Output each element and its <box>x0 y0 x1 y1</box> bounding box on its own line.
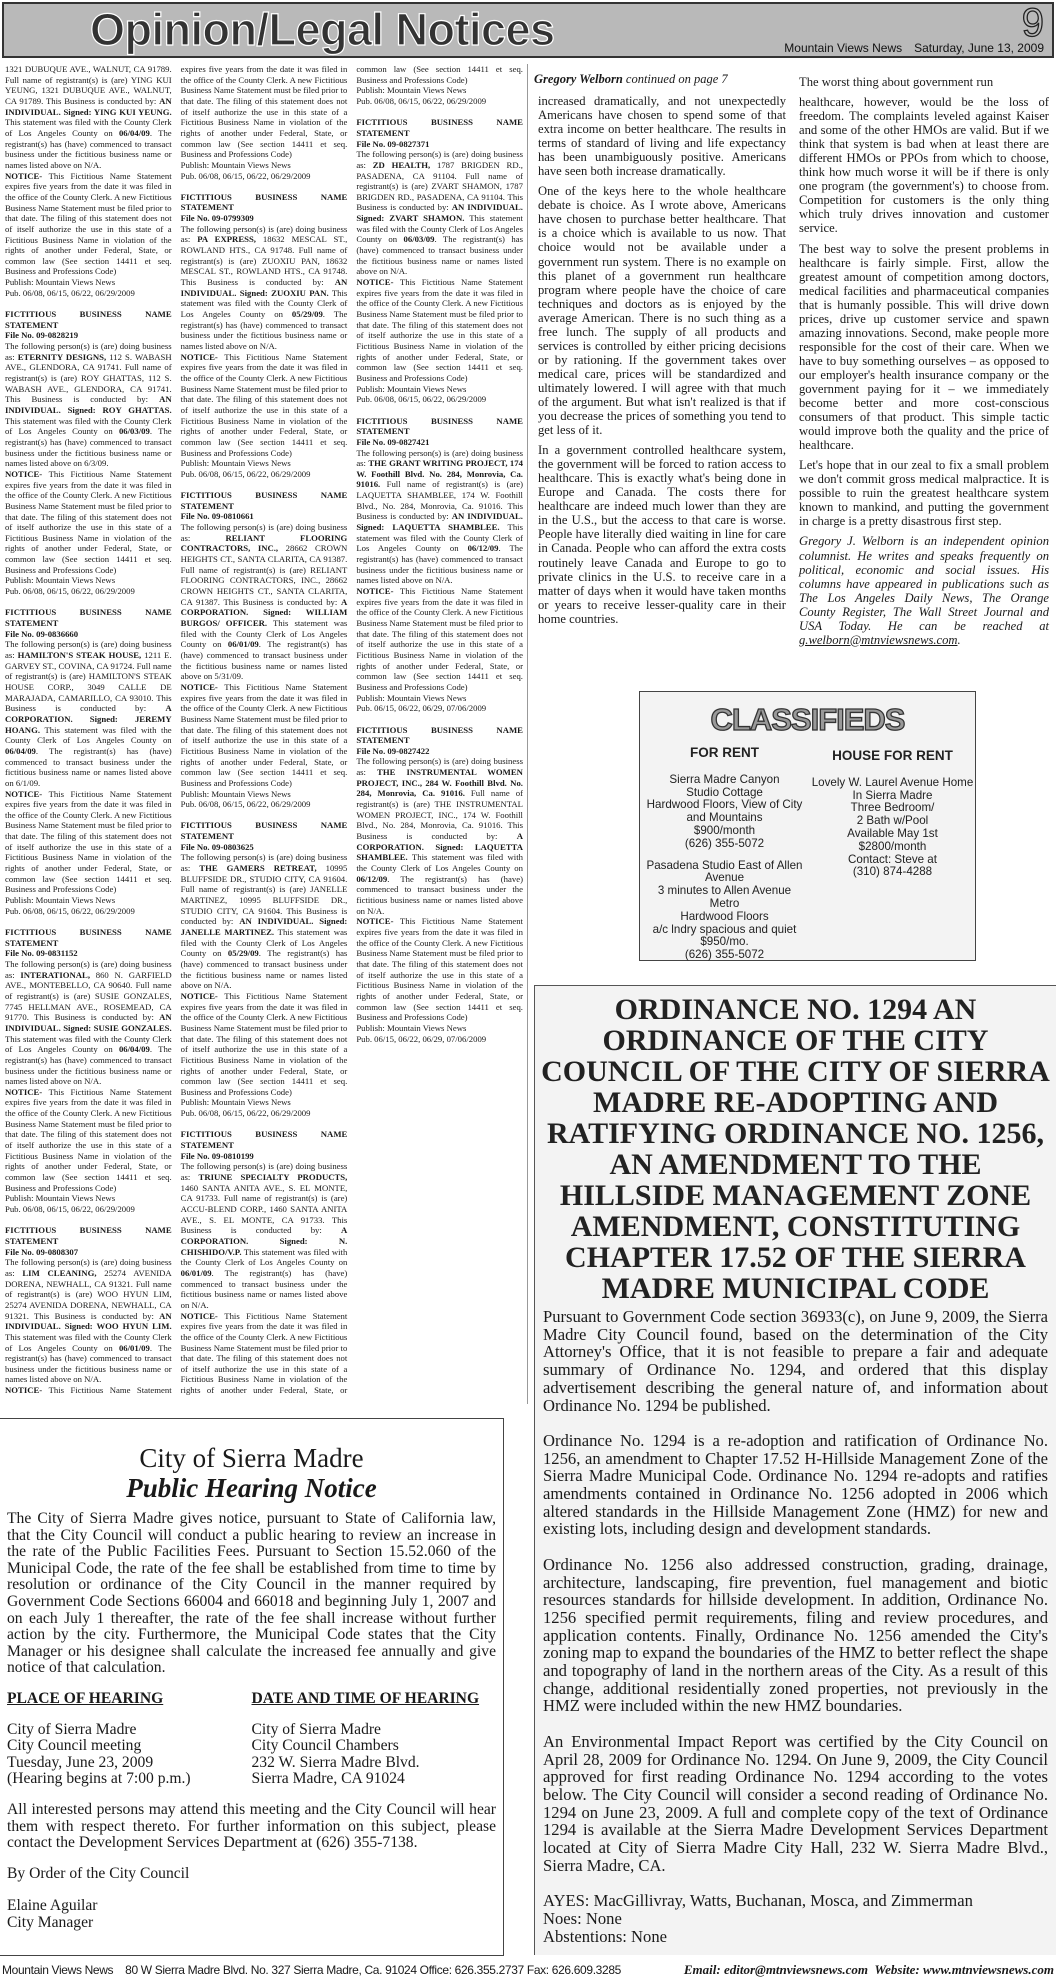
paper-name: Mountain Views News <box>784 41 903 55</box>
registrant: Full name of registrant(s) is (are) SUSIE GONZALES, 7745 HELLMAN AVE., ROSEMEAD, CA 91770. This Business is conducted by: <box>5 980 172 1023</box>
filed-label: This statement was filed with the County Clerk of Los Angeles County on <box>180 926 348 959</box>
notice-label: NOTICE- <box>5 1385 49 1396</box>
author-email-link[interactable]: g.welborn@mtnviewsnews.com <box>799 632 958 647</box>
notice-label: NOTICE- <box>180 1310 225 1321</box>
legal-notice <box>356 725 523 1045</box>
file-number: File No. 09-0808307 <box>5 1246 79 1257</box>
date-line: 232 W. Sierra Madre Blvd. <box>251 1753 420 1771</box>
business-address: 112 S. WABASH AVE., GLENDORA, CA 91741. <box>5 351 172 373</box>
ordinance-title: ORDINANCE NO. 1294 AN ORDINANCE OF THE CITY COUNCIL OF THE CITY OF SIERRA MADRE RE-ADOPTING AND RATIFYING ORDINANCE NO. 1256, AN AMENDMENT TO THE HILLSIDE MANAGEMENT ZONE AMENDMENT, CONSTITUTING CHAPTER 17.52 OF THE SIERRA MADRE MUNICIPAL CODE <box>541 993 1050 1305</box>
pub-dates: Pub. 06/08, 06/15, 06/22, 06/29/2009 <box>356 394 487 405</box>
page-number: 9 <box>1021 1 1044 45</box>
footer-address: 80 W Sierra Madre Blvd. No. 327 Sierra Madre, Ca. 91024 Office: 626.355.2737 Fax: 626.609.3285 <box>125 1963 621 1977</box>
registrant: Full name of registrant(s) is (are) LAQUETTA SHAMBLEE, 174 W. Foothill Blvd., No. 284, Monrovia, Ca. 91016. This Business is conducted by: <box>356 479 523 522</box>
filed-label: This statement was filed with the County Clerk of Los Angeles County on <box>356 213 523 245</box>
file-number: File No. 09-0827422 <box>356 745 430 756</box>
ad-line: (626) 355-5072 <box>684 836 765 850</box>
signed-by: AN INDIVIDUAL. Signed: YING KUI YEUNG. <box>5 95 172 117</box>
date-line: City of Sierra Madre <box>251 1720 381 1738</box>
notice-text: This Fictitious Name Statement expires five years from the date it was filed in the office of the County Clerk. A new Fictitious Business Name Statement must be filed prior to that date. The filing of this statement does not of itself authorize the use in this state of a Fictitious Business Name in violation of the rights of another under Federal, State, or common law (See section 14411 et seq. Business and Professions Code) <box>180 64 523 1396</box>
date-time-of-hearing <box>252 1691 497 1788</box>
ad-line: Avenue <box>704 871 745 885</box>
business-name: ZD HEALTH, <box>372 159 431 170</box>
opinion-paragraph: The worst thing about government run <box>799 75 994 89</box>
pub-dates: Pub. 06/08, 06/15, 06/22, 06/29/2009 <box>5 905 135 916</box>
notice-text: This Fictitious Name Statement expires five years from the date it was filed in the office of the County Clerk. A new Fictitious Business Name Statement must be filed prior to that date. The filing of this statement does not of itself authorize the use in this state of a Fictitious Business Name in violation of the rights of another under Federal, State, or common law (See section 14411 et seq. Business and Professions Code) <box>5 1086 172 1193</box>
filed-date: 06/01/09 <box>118 1342 150 1353</box>
classified-ad <box>642 860 807 962</box>
notice-label: NOTICE- <box>180 681 225 692</box>
ad-line: Three Bedroom/ <box>850 801 935 815</box>
signed-by: AN INDIVIDUAL. Signed: LAQUETTA SHAMBLEE. <box>356 511 523 533</box>
place-of-hearing <box>7 1691 252 1788</box>
publish-line: Publish: Mountain Views News <box>356 692 467 703</box>
file-number: File No. 09-0827421 <box>356 436 430 447</box>
notice-heading: FICTITIOUS BUSINESS NAME STATEMENT <box>180 1129 348 1151</box>
vote-ayes: AYES: MacGillivray, Watts, Buchanan, Mosca, and Zimmerman <box>543 1891 973 1911</box>
registrant: Full name of registrant(s) is (are) THE INSTRUMENTAL WOMEN PROJECT, INC., 174 W. Foothill Blvd., No. 284, Monrovia, Ca. 91016. This Business is conducted by: <box>356 788 523 842</box>
filed-label: This statement was filed with the County Clerk of Los Angeles County on <box>5 1331 172 1353</box>
publish-line: Publish: Mountain Views News <box>5 277 116 288</box>
for-rent-heading: FOR RENT <box>690 745 759 760</box>
business-name: RELIANT FLOORING CONTRACTORS, INC., <box>180 532 348 554</box>
legal-notice <box>181 490 348 810</box>
business-address: 28662 CROWN HEIGHTS CT., SANTA CLARITA, CA 91387. <box>180 543 348 565</box>
ad-line: Lovely W. Laurel Avenue Home <box>811 775 974 789</box>
filed-date: 06/03/09 <box>403 234 435 245</box>
legal-notice <box>5 607 172 916</box>
file-number: File No. 09-0828219 <box>5 330 79 341</box>
ad-line: Hardwood Floors, View of City <box>646 798 803 812</box>
ordinance-notice <box>534 985 1056 1955</box>
filed-label: This statement was filed with the County Clerk of Los Angeles County on <box>180 1246 348 1268</box>
for-rent-column <box>642 747 807 971</box>
legal-notice <box>5 927 172 1215</box>
hearing-city: City of Sierra Madre <box>139 1443 364 1473</box>
signer-name: Elaine Aguilar <box>7 1897 98 1915</box>
commenced: . The registrant(s) has (have) commenced to transact business under the fictitious business name or names listed above on N/A. <box>356 873 523 916</box>
business-address: 18632 MESCAL ST., ROWLAND HTS., CA 91748. <box>180 234 348 256</box>
pub-dates: Pub. 06/08, 06/15, 06/22, 06/29/2009 <box>5 1204 135 1215</box>
legal-notice <box>5 309 172 597</box>
file-number: File No. 09-0810199 <box>180 1150 254 1161</box>
registrant: Full name of registrant(s) is (are) HAMILTON'S STEAK HOUSE CORP., 3049 CALLE DE MARAJADA, CAMARILLO, CA 93010. This Business is conducted by: <box>5 660 172 714</box>
classified-ad <box>642 774 807 851</box>
commenced: . The registrant(s) has (have) commenced to transact business under the fictitious business name or names listed above on N/A. <box>180 309 348 351</box>
section-title: Opinion/Legal Notices <box>90 4 555 55</box>
footer-contact <box>684 1962 1054 1978</box>
notice-text: This Fictitious Name Statement expires five years from the date it was filed in the office of the County Clerk. A new Fictitious Business Name Statement must be filed prior to that date. The filing of this statement does not of itself authorize the use in this state of a Fictitious Business Name in violation of the rights of another under Federal, State, or common law (See section 14411 et seq. Business and Professions Code) <box>48 64 348 1396</box>
notice-text: This Fictitious Name Statement expires five years from the date it was filed in the office of the County Clerk. A new Fictitious Business Name Statement must be filed prior to that date. The filing of this statement does not of itself authorize the use in this state of a Fictitious Business Name in violation of the rights of another under Federal, State, or common law (See section 14411 et seq. Business and Professions Code) <box>356 586 523 692</box>
ad-line: 2 Bath w/Pool <box>856 814 929 828</box>
notice-label: NOTICE- <box>180 351 225 362</box>
footer-website[interactable]: Website: www.mtnviewsnews.com <box>874 1962 1054 1977</box>
signed-by: AN INDIVIDUAL. Signed: ZVART SHAMON. <box>356 202 523 224</box>
ad-line: Sierra Madre Canyon <box>669 772 780 786</box>
file-number: File No. 09-0836660 <box>5 628 79 639</box>
pub-dates: Pub. 06/15, 06/22, 06/29, 07/06/2009 <box>356 703 487 714</box>
pub-dates: Pub. 06/08, 06/15, 06/22, 06/29/2009 <box>5 586 135 597</box>
date-line: Sierra Madre, CA 91024 <box>251 1770 405 1788</box>
notice-label: NOTICE- <box>180 990 225 1001</box>
legal-notice <box>5 64 172 298</box>
notice-text: This Fictitious Name Statement expires five years from the date it was filed in the office of the County Clerk. A new Fictitious Business Name Statement must be filed prior to that date. The filing of this statement does not of itself authorize the use in this state of a Fictitious Business Name in violation of the rights of another under Federal, State, or common law (See section 14411 et seq. Business and Professions Code) <box>5 170 172 277</box>
ordinance-paragraph: An Environmental Impact Report was certified by the City Council on April 28, 2009 for Ordinance No. 1294. On June 9, 2009, the City Council approved for first reading Ordinance No. 1294 according to the votes below. The City Council will consider a second reading of Ordinance No. 1294 on June 23, 2009. A full and complete copy of the text of Ordinance 1294 is available at the Sierra Madre Development Services Department located at City of Sierra Madre City Hall, 232 W. Sierra Madre Blvd., Sierra Madre, CA. <box>543 1731 1048 1875</box>
signed-by: A CORPORATION. Signed: WILLIAM BURGOS/ OFFICER. <box>180 596 348 628</box>
notice-heading: FICTITIOUS BUSINESS NAME STATEMENT <box>5 1225 172 1246</box>
notice-heading: FICTITIOUS BUSINESS NAME STATEMENT <box>356 117 523 138</box>
ordinance-paragraph: Ordinance No. 1256 also addressed construction, grading, drainage, architecture, landscaping, fire prevention, fuel management and biotic resources standards for hillside development. In addition, Ordinance No. 1256 specified permit requirements, filing and review procedures, and application contents. Finally, Ordinance No. 1256 amended the City's zoning map to expand the boundaries of the HMZ to better reflect the shape and topography of land in the northern areas of the City. As a result of this change, additional residentially zoned properties, not previously in the HMZ were included within the new HMZ boundaries. <box>543 1554 1048 1716</box>
commenced: . The registrant(s) has (have) commenced to transact business under the fictitious business name or names listed above on N/A. <box>5 127 172 170</box>
notice-intro: The following person(s) is (are) doing business as: <box>180 223 348 245</box>
registrant: Full name of registrant(s) is (are) WOO HYUN LIM, 25274 AVENIDA DORENA, NEWHALL, CA 91321. This Business is conducted by: <box>5 1278 172 1321</box>
legal-notices <box>5 64 523 1401</box>
filed-label: This statement was filed with the County Clerk of Los Angeles County on <box>5 415 172 437</box>
filed-label: This statement was filed with the County Clerk of Los Angeles County on <box>5 724 172 746</box>
registrant: Full name of registrant(s) is (are) RELIANT FLOORING CONTRACTORS, INC., 28662 CROWN HEIGHTS CT., SANTA CLARITA, CA 91387. This Business is conducted by: <box>180 564 348 607</box>
file-number: File No. 09-0810661 <box>180 511 254 522</box>
commenced: . The registrant(s) has (have) commenced to transact business under the fictitious business name or names listed above on N/A. <box>5 1342 172 1385</box>
filed-date: 06/03/09 <box>118 426 150 437</box>
commenced: . The registrant(s) has (have) commenced to transact business under the fictitious business name or names listed above on 6/3/09. <box>5 426 172 469</box>
commenced: . The registrant(s) has (have) commenced to transact business under the fictitious business name or names listed above on N/A. <box>356 543 523 586</box>
opinion-paragraph: In a government controlled healthcare system, the government will be forced to ration access to healthcare. This is exactly what's being done in Europe and Canada. The costs there for healthcare are indeed much lower than they are in the U.S., but the access to that care is worse. People have literally died waiting in line for care in Canada. People who can afford the extra costs routinely leave Canada and Europe to go to private clinics in the U.S. to receive care in a matter of days when it would have taken months or years to receive lesser-quality care in their home countries. <box>538 443 786 626</box>
vote-abstentions: Abstentions: None <box>543 1926 667 1946</box>
commenced: . The registrant(s) has (have) commenced to transact business under the fictitious business name or names listed above on 5/31/09. <box>180 639 348 682</box>
place-line: Tuesday, June 23, 2009 <box>7 1753 154 1771</box>
registrant: Full name of registrant(s) is (are) YING KUI YEUNG, 1321 DUBUQUE AVE., WALNUT, CA 91789. This Business is conducted by: <box>5 74 172 106</box>
commenced: . The registrant(s) has (have) commenced to transact business under the fictitious business name or names listed above on N/A. <box>5 1044 172 1087</box>
business-name: PA EXPRESS, <box>197 234 256 245</box>
ad-line: $950/mo. <box>700 935 749 949</box>
ad-line: and Mountains <box>686 811 763 825</box>
filed-date: 05/29/09 <box>291 309 323 320</box>
file-number: File No. 09-0831152 <box>5 948 78 959</box>
column-divider <box>527 64 528 1404</box>
publish-line: Publish: Mountain Views News <box>356 85 467 96</box>
signed-by: AN INDIVIDUAL. Signed: JANELLE MARTINEZ. <box>180 916 348 937</box>
business-address: 1460 SANTA ANITA AVE., S. EL MONTE, CA 91733. <box>180 1182 348 1204</box>
notice-label: NOTICE- <box>5 1086 49 1097</box>
publish-line: Publish: Mountain Views News <box>356 1022 467 1033</box>
notice-heading: FICTITIOUS BUSINESS NAME STATEMENT <box>5 607 172 628</box>
business-address: 860 N. GARFIELD AVE., MONTEBELLO, CA 90640. <box>5 969 172 991</box>
classifieds-title: CLASSIFIEDS <box>710 702 905 737</box>
place-line: City of Sierra Madre <box>7 1720 137 1738</box>
ad-line: $900/month <box>693 823 756 837</box>
filed-date: 06/04/09 <box>118 1044 150 1055</box>
commenced: . The registrant(s) has (have) commenced to transact business under the fictitious business name or names listed above on 6/1/09. <box>5 745 172 788</box>
notice-text: This Fictitious Name Statement expires five years from the date it was filed in the office of the County Clerk. A new Fictitious Business Name Statement must be filed prior to that date. The filing of this statement does not of itself authorize the use in this state of a Fictitious Business Name in violation of the rights of another under Federal, State, or common law (See section 14411 et seq. Business and Professions Code) <box>356 277 523 383</box>
business-name: ETERNITY DESIGNS, <box>17 351 107 362</box>
business-name: HAMILTON'S STEAK HOUSE, <box>17 649 142 660</box>
signer-title: City Manager <box>7 1913 94 1931</box>
legal-notice <box>356 416 523 714</box>
ad-line: In Sierra Madre <box>852 788 933 802</box>
business-address: 10995 BLUFFSIDE DR., STUDIO CITY, CA 91604. <box>180 863 348 884</box>
pub-dates: Pub. 06/08, 06/15, 06/22, 06/29/2009 <box>180 1108 311 1119</box>
classified-ad <box>810 777 975 879</box>
filed-label: This statement was filed with the County Clerk of Los Angeles County on <box>356 522 523 554</box>
opinion-column-b <box>799 75 1049 653</box>
business-name: THE GAMERS RETREAT, <box>199 863 317 874</box>
notice-label: NOTICE- <box>356 586 400 597</box>
footer-email[interactable]: Email: editor@mtnviewsnews.com <box>683 1962 869 1977</box>
notice-label: NOTICE- <box>5 788 49 799</box>
pub-dates: Pub. 06/08, 06/15, 06/22, 06/29/2009 <box>356 95 487 106</box>
signed-by: A CORPORATION. Signed: N. CHISHIDO/V.P. <box>180 1225 348 1257</box>
notice-heading: FICTITIOUS BUSINESS NAME STATEMENT <box>5 309 172 330</box>
registrant: Full name of registrant(s) is (are) ZUOXIU PAN, 18632 MESCAL ST., ROWLAND HTS., CA 91748. This Business is conducted by: <box>180 245 348 288</box>
publish-line: Publish: Mountain Views News <box>5 1193 116 1204</box>
vote-noes: Noes: None <box>543 1908 622 1928</box>
notice-heading: FICTITIOUS BUSINESS NAME STATEMENT <box>180 820 348 842</box>
publish-line: Publish: Mountain Views News <box>5 895 116 906</box>
filed-label: This statement was filed with the County Clerk of Los Angeles County on <box>356 852 523 874</box>
ad-line: Contact: Steve at <box>848 852 937 866</box>
signed-by: AN INDIVIDUAL. Signed: SUSIE GONZALES. <box>5 1012 172 1033</box>
notice-text: This Fictitious Name Statement expires five years from the date it was filed in the office of the County Clerk. A new Fictitious Business Name Statement must be filed prior to that date. The filing of this statement does not of itself authorize the use in this state of a Fictitious Business Name in violation of the rights of another under Federal, State, or common law (See section 14411 et seq. Business and Professions Code) <box>180 351 348 458</box>
classifieds-box <box>639 691 976 961</box>
ordinance-paragraph: Ordinance No. 1294 is a re-adoption and ratification of Ordinance No. 1256, an amendment to Chapter 17.52 H-Hillside Management Zone of the Sierra Madre Municipal Code. Ordinance No. 1294 re-adopts and ratifies amendments contained in Ordinance No. 1256 adopted in 2006 which altered standards in the Hillside Management Zone (HMZ) for new and existing lots, including design and development standards. <box>543 1430 1048 1539</box>
filed-date: 06/01/09 <box>227 639 259 650</box>
ad-line: a/c lndry spacious and quiet <box>652 922 797 936</box>
pub-dates: Pub. 06/08, 06/15, 06/22, 06/29/2009 <box>180 468 311 479</box>
notice-label: NOTICE- <box>356 277 400 288</box>
business-address: 1321 DUBUQUE AVE., WALNUT, CA 91789. <box>5 64 172 74</box>
legal-notice <box>181 192 348 480</box>
notice-label: NOTICE- <box>5 468 49 479</box>
hearing-closing: All interested persons may attend this meeting and the City Council will hear them with respect thereto. For further information on this subject, please contact the Development Services Department at (626) 355-7138. <box>7 1800 496 1852</box>
notice-intro: The following person(s) is (are) doing business as: <box>356 447 523 469</box>
ordinance-paragraph: Pursuant to Government Code section 36933(c), on June 9, 2009, the Sierra Madre City Council found, based on the determination of the City Attorney's Office, that it is not feasible to prepare a fair and adequate summary of Ordinance No. 1294, and ordered that this display advertisement describing the general nature of, and information about Ordinance No. 1294 be published. <box>543 1307 1048 1415</box>
signed-by: AN INDIVIDUAL. Signed: ZUOXIU PAN. <box>180 277 348 298</box>
signed-by: AN INDIVIDUAL. Signed: WOO HYUN LIM. <box>5 1310 172 1332</box>
notice-intro: The following person(s) is (are) doing business as: <box>356 756 523 778</box>
date-heading: DATE AND TIME OF HEARING <box>251 1689 480 1707</box>
signed-by: AN INDIVIDUAL. Signed: ROY GHATTAS. <box>5 394 172 415</box>
notice-intro: The following person(s) is (are) doing business as: <box>180 852 348 874</box>
notice-intro: The following person(s) is (are) doing business as: <box>356 149 523 170</box>
filed-label: This statement was filed with the County Clerk of Los Angeles County on <box>5 117 172 138</box>
ad-line: (626) 355-5072 <box>684 948 765 962</box>
filed-date: 06/01/09 <box>180 1267 212 1278</box>
footer-left <box>2 1963 621 1977</box>
notice-heading: FICTITIOUS BUSINESS NAME STATEMENT <box>356 724 523 746</box>
notice-heading: FICTITIOUS BUSINESS NAME STATEMENT <box>356 415 523 437</box>
filed-label: This statement was filed with the County Clerk of Los Angeles County on <box>180 287 348 320</box>
filed-date: 05/29/09 <box>227 948 259 959</box>
page-header <box>2 2 1054 58</box>
pub-dates: Pub. 06/08, 06/15, 06/22, 06/29/2009 <box>180 170 311 181</box>
ad-line: Studio Cottage <box>686 785 763 799</box>
publish-line: Publish: Mountain Views News <box>5 575 116 586</box>
house-for-rent-heading: HOUSE FOR RENT <box>832 748 953 763</box>
pub-dates: Pub. 06/08, 06/15, 06/22, 06/29/2009 <box>180 799 311 810</box>
business-name: LIM CLEANING, <box>22 1267 97 1278</box>
filed-date: 06/04/09 <box>5 745 36 756</box>
notice-text: This Fictitious Name Statement expires five years from the date it was filed in the office of the County Clerk. A new Fictitious Business Name Statement must be filed prior to that date. The filing of this statement does not of itself authorize the use in this state of a Fictitious Business Name in violation of the rights of another under Federal, State, or common law (See section 14411 et seq. Business and Professions Code) <box>356 916 523 1023</box>
legal-notice <box>181 820 348 1118</box>
place-line: (Hearing begins at 7:00 p.m.) <box>7 1770 191 1788</box>
business-name: THE INSTRUMENTAL WOMEN PROJECT, INC., 284 W. Foothill Blvd. No. 284, Monrovia, Ca. 91016. <box>356 767 523 799</box>
filed-date: 06/04/09 <box>118 127 150 138</box>
ad-line: Available May 1st <box>847 826 938 840</box>
notice-intro: The following person(s) is (are) doing business as: <box>5 958 172 980</box>
business-name: TRIUNE SPECIALTY PRODUCTS, <box>198 1172 348 1182</box>
business-address: 25274 AVENIDA DORENA, NEWHALL, CA 91321. <box>5 1267 172 1289</box>
notice-text: This Fictitious Name Statement expires five years from the date it was filed in the office of the County Clerk. A new Fictitious Business Name Statement must be filed prior to that date. The filing of this statement does not of itself authorize the use in this state of a Fictitious Business Name in violation of the rights of another under Federal, State, or common law (See section 14411 et seq. Business and Professions Code) <box>180 990 348 1097</box>
ad-line: Pasadena Studio East of Allen <box>646 858 803 872</box>
commenced: . The registrant(s) has (have) commenced to transact business under the fictitious business name or names listed above on N/A. <box>180 1267 348 1310</box>
ad-line: $2800/month <box>858 839 927 853</box>
place-line: City Council meeting <box>7 1737 142 1755</box>
legal-notice <box>356 117 523 405</box>
notice-intro: The following person(s) is (are) doing business as: <box>5 1257 172 1278</box>
publish-line: Publish: Mountain Views News <box>180 458 291 469</box>
notice-heading: FICTITIOUS BUSINESS NAME STATEMENT <box>5 926 172 948</box>
filed-label: This statement was filed with the County Clerk of Los Angeles County on <box>5 1033 172 1055</box>
business-name: INTERATIONAL, <box>20 969 90 980</box>
bio-text: Gregory J. Welborn is an independent opinion columnist. He writes and speaks frequently on political, economic and social issues. His columns have appeared in publications such as The Los Angeles Daily News, The Orange County Register, The Wall Street Journal and USA Today. He can be reached at <box>799 534 1049 633</box>
ad-line: Hardwood Floors <box>680 909 769 923</box>
opinion-paragraph: One of the keys here to the whole healthcare debate is choice. As I wrote above, Americans have chosen to purchase better healthcare. That is a choice which is available to us now. That choice would not be available under a government run system. There is no example on this planet of a government run healthcare program where people have the choice of care techniques and doctors as is enjoyed by the average American. There is no such thing as a free lunch. The supply of all products and services is controlled by either pricing decisions or by rationing. If the government takes over medical care, prices will be standardized and ultimately lowered. I will agree with that much of the argument. But what isn't realized is that if you decrease the prices of something you tend to get less of it. <box>538 184 786 438</box>
notice-text: This Fictitious Name Statement expires five years from the date it was filed in the office of the County Clerk. A new Fictitious Business Name Statement must be filed prior to that date. The filing of this statement does not of itself authorize the use in this state of a Fictitious Business Name in violation of the rights of another under Federal, State, or common law (See section 14411 et seq. Business and Professions Code) <box>180 681 348 788</box>
notice-label: NOTICE- <box>356 916 400 927</box>
house-for-rent-column <box>810 750 975 888</box>
notice-text: This Fictitious Name Statement expires five years from the date it was filed in the office of the County Clerk. A new Fictitious Business Name Statement must be filed prior to that date. The filing of this statement does not of itself authorize the use in this state of a Fictitious Business Name in violation of the rights of another under Federal, State, or common law (See section 14411 et seq. Business and Professions Code) <box>5 468 172 575</box>
place-heading: PLACE OF HEARING <box>7 1689 164 1707</box>
header-meta <box>772 42 1044 55</box>
publish-line: Publish: Mountain Views News <box>180 1097 291 1108</box>
opinion-paragraph: healthcare, however, would be the loss of freedom. The complaints leveled against Kaiser and some of the other HMOs are valid. But if we think that system is bad when at least there are different HMOs or PPOs from which to choose, think how much worse it will be if there is only one program (the government's) to choose from. Competition for customers is the only thing which truly drives innovation and customer service. <box>799 95 1049 236</box>
commenced: . The registrant(s) has (have) commenced to transact business under the fictitious business name or names listed above on N/A. <box>180 948 348 991</box>
ad-line: 3 minutes to Allen Avenue Metro <box>657 884 792 910</box>
opinion-column-a <box>538 94 786 632</box>
bio-end: . <box>957 632 961 647</box>
business-address: 1787 BRIGDEN RD., PASADENA, CA 91104. <box>356 159 523 181</box>
notice-intro: The following person(s) is (are) doing business as: <box>180 522 348 543</box>
opinion-paragraph: Let's hope that in our zeal to fix a small problem we don't commit gross medical malpractice. It is possible to ruin the greatest healthcare system known to mankind, and putting the government in charge is a pretty disastrous first step. <box>799 458 1049 529</box>
business-address: 1211 E. GARVEY ST., COVINA, CA 91724. <box>5 649 172 671</box>
filed-date: 06/12/09 <box>467 543 499 554</box>
issue-date: Saturday, June 13, 2009 <box>914 41 1044 55</box>
hearing-body: The City of Sierra Madre gives notice, pursuant to State of California law, that the City Council will conduct a public hearing to review an increase in the rate of the Public Facilities Fees. Pursuant to Section 15.52.060 of the Municipal Code, the rate of the fee shall be established from time to time by resolution or ordinance of the City Council in the manner required by Government Code Sections 66004 and 66018 and beginning July 1, 2007 and on each July 1 thereafter, the rate of the fee shall increase without further action by the city. Furthermore, the Municipal Code states that the City Manager or his designee shall calculate the increased fee annually and give notice of that calculation. <box>7 1510 496 1677</box>
pub-dates: Pub. 06/08, 06/15, 06/22, 06/29/2009 <box>5 287 135 298</box>
notice-intro: The following person(s) is (are) doing business as: <box>5 341 172 362</box>
opinion-paragraph: increased dramatically, and not unexpectedly Americans have chosen to spend some of that extra income on better healthcare. The results in terms of standard of living and life expectancy has been unambiguously positive. Americans have seen both increase dramatically. <box>538 94 786 179</box>
notice-heading: FICTITIOUS BUSINESS NAME STATEMENT <box>180 490 348 511</box>
signed-by: A CORPORATION. Signed: LAQUETTA SHAMBLEE. <box>356 831 523 863</box>
commenced: . The registrant(s) has (have) commenced to transact business under the fictitious business name or names listed above on N/A. <box>356 234 523 277</box>
publish-line: Publish: Mountain Views News <box>180 159 291 170</box>
file-number: File No. 09-0803625 <box>180 841 254 852</box>
business-name: THE GRANT WRITING PROJECT, 174 W. Foothill Blvd. No. 284, Monrovia, Ca. 91016. <box>356 458 523 490</box>
notice-intro: The following person(s) is (are) doing business as: <box>5 639 172 660</box>
registrant: Full name of registrant(s) is (are) ZVART SHAMON, 1787 BRIGDEN RD., PASADENA, CA 91104. This Business is conducted by: <box>356 170 523 213</box>
footer-paper: Mountain Views News <box>2 1963 114 1977</box>
registrant: Full name of registrant(s) is (are) ACCU-BLEND CORP., 1460 SANTA ANITA AVE., S. EL MONTE, CA 91733. This Business is conducted by: <box>180 1193 348 1236</box>
author-bio <box>799 534 1049 646</box>
hearing-order: By Order of the City Council <box>7 1864 190 1882</box>
registrant: Full name of registrant(s) is (are) JANELLE MARTINEZ, 10995 BLUFFSIDE DR., STUDIO CITY, CA 91604. This Business is conducted by: <box>180 884 348 927</box>
page-footer <box>2 1962 1054 1978</box>
filed-label: This statement was filed with the County Clerk of Los Angeles County on <box>180 618 348 650</box>
hearing-title: Public Hearing Notice <box>126 1473 377 1503</box>
file-number: File No. 09-0799309 <box>180 213 254 224</box>
pub-dates: Pub. 06/15, 06/22, 06/29, 07/06/2009 <box>356 1033 487 1044</box>
publish-line: Publish: Mountain Views News <box>180 788 291 799</box>
date-line: City Council Chambers <box>251 1737 399 1755</box>
file-number: File No. 09-0827371 <box>356 138 430 149</box>
signed-by: A CORPORATION. Signed: JEREMY HOANG. <box>5 703 172 735</box>
public-hearing-notice <box>0 1418 504 1956</box>
byline-continued: continued on page 7 <box>625 72 728 86</box>
registrant: Full name of registrant(s) is (are) ROY GHATTAS, 112 S. WABASH AVE., GLENDORA, CA 91741. This Business is conducted by: <box>5 362 172 405</box>
notice-intro: The following person(s) is (are) doing business as: <box>180 1161 348 1182</box>
byline-author: Gregory Welborn <box>534 72 623 86</box>
notice-label: NOTICE- <box>5 170 49 181</box>
publish-line: Publish: Mountain Views News <box>356 383 467 394</box>
ad-line: (310) 874-4288 <box>852 865 933 879</box>
opinion-paragraph: The best way to solve the present problems in healthcare is fairly simple. First, allow the greatest amount of competition among doctors, medical facilities and pharmaceutical companies that is humanly possible. This will drive down prices, drive up customer service and spawn amazing innovations. Second, make people more responsible for the cost of their care. When we have to buy something ourselves – as opposed to our employer's health insurance company or the government paying for it – we immediately become better and more cost-conscious consumers of that product. This simple tactic would improve both the quality and the price of healthcare. <box>799 241 1049 453</box>
filed-date: 06/12/09 <box>356 873 388 884</box>
notice-heading: FICTITIOUS BUSINESS NAME STATEMENT <box>180 191 348 213</box>
notice-text: This Fictitious Name Statement expires five years from the date it was filed in the office of the County Clerk. A new Fictitious Business Name Statement must be filed prior to that date. The filing of this statement does not of itself authorize the use in this state of a Fictitious Business Name in violation of the rights of another under Federal, State, or common law (See section 14411 et seq. Business and Professions Code) <box>5 788 172 895</box>
opinion-byline <box>534 72 728 87</box>
